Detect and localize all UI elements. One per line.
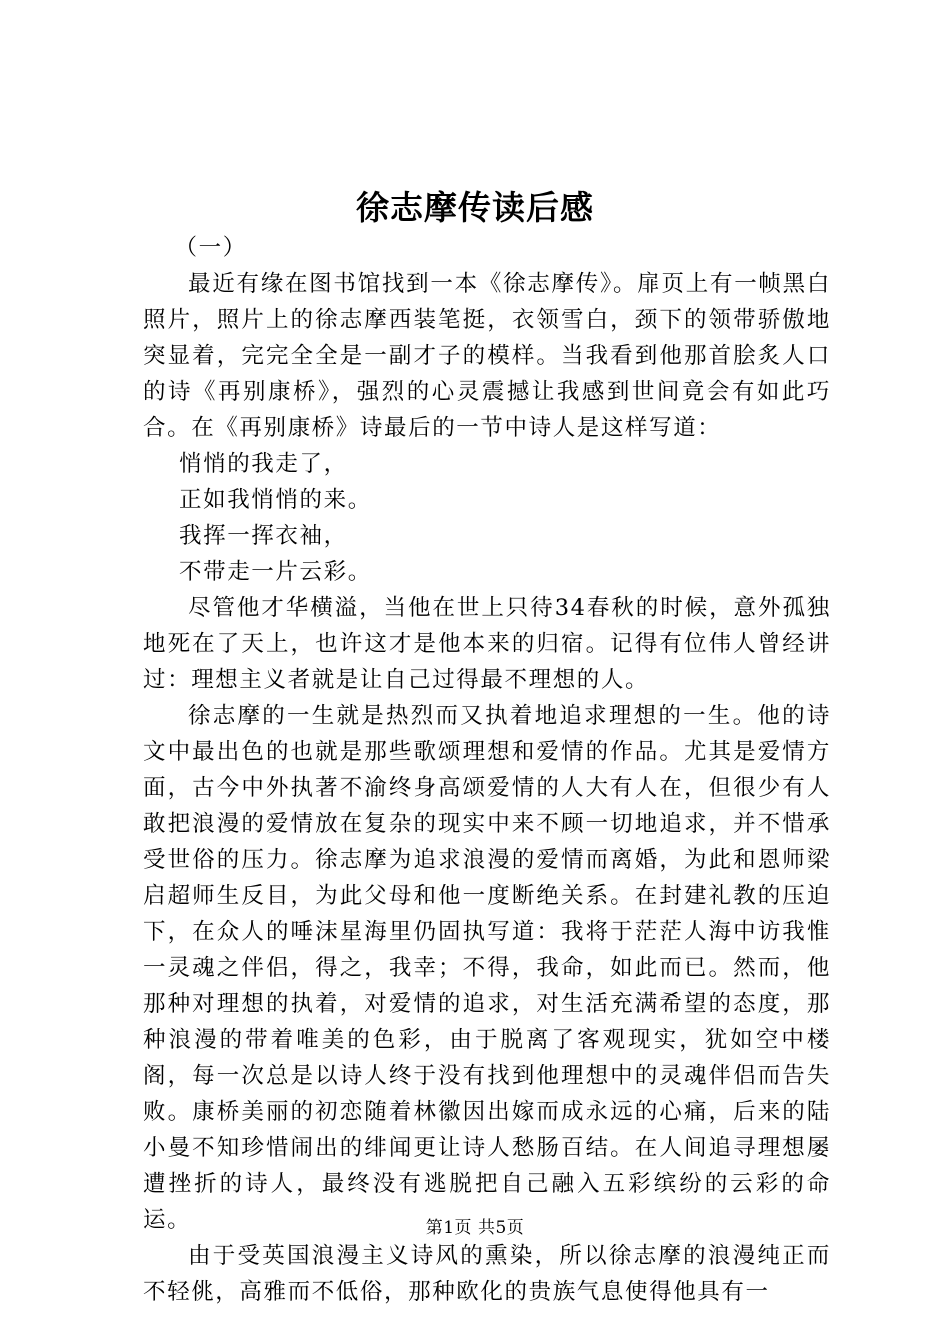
paragraph-4: 由于受英国浪漫主义诗风的熏染，所以徐志摩的浪漫纯正而不轻佻，高雅而不低俗，那种欧化的贵族气息使得他具有一 <box>143 1243 831 1305</box>
page-footer: 第1页 共5页 <box>425 1218 525 1238</box>
verse-line-2: 正如我悄悄的来。 <box>179 487 372 513</box>
verse-line-1: 悄悄的我走了， <box>179 451 348 477</box>
document-body <box>143 230 831 1310</box>
section-label: （一） <box>174 235 247 261</box>
paragraph-2: 尽管他才华横溢，当他在世上只待34春秋的时候，意外孤独地死在了天上，也许这才是他本来的归宿。记得有位伟人曾经讲过：理想主义者就是让自己过得最不理想的人。 <box>143 595 831 693</box>
verse-line-3: 我挥一挥衣袖， <box>179 523 348 549</box>
paragraph-1: 最近有缘在图书馆找到一本《徐志摩传》。扉页上有一帧黑白照片，照片上的徐志摩西装笔挺，衣领雪白，颈下的领带骄傲地突显着，完完全全是一副才子的模样。当我看到他那首脍炙人口的诗《再别康桥》，强烈的心灵震撼让我感到世间竟会有如此巧合。在《再别康桥》诗最后的一节中诗人是这样写道： <box>143 271 831 441</box>
verse-line-4: 不带走一片云彩。 <box>179 559 372 585</box>
document-title: 徐志摩传读后感 <box>356 188 594 227</box>
paragraph-3: 徐志摩的一生就是热烈而又执着地追求理想的一生。他的诗文中最出色的也就是那些歌颂理想和爱情的作品。尤其是爱情方面，古今中外执著不渝终身高颂爱情的人大有人在，但很少有人敢把浪漫的爱情放在复杂的现实中来不顾一切地追求，并不惜承受世俗的压力。徐志摩为追求浪漫的爱情而离婚，为此和恩师梁启超师生反目，为此父母和他一度断绝关系。在封建礼教的压迫下，在众人的唾沫星海里仍固执写道：我将于茫茫人海中访我惟一灵魂之伴侣，得之，我幸；不得，我命，如此而已。然而，他那种对理想的执着，对爱情的追求，对生活充满希望的态度，那种浪漫的带着唯美的色彩，由于脱离了客观现实，犹如空中楼阁，每一次总是以诗人终于没有找到他理想中的灵魂伴侣而告失败。康桥美丽的初恋随着林徽因出嫁而成永远的心痛，后来的陆小曼不知珍惜闹出的绯闻更让诗人愁肠百结。在人间追寻理想屡遭挫折的诗人，最终没有逃脱把自己融入五彩缤纷的云彩的命运。 <box>143 703 831 1233</box>
